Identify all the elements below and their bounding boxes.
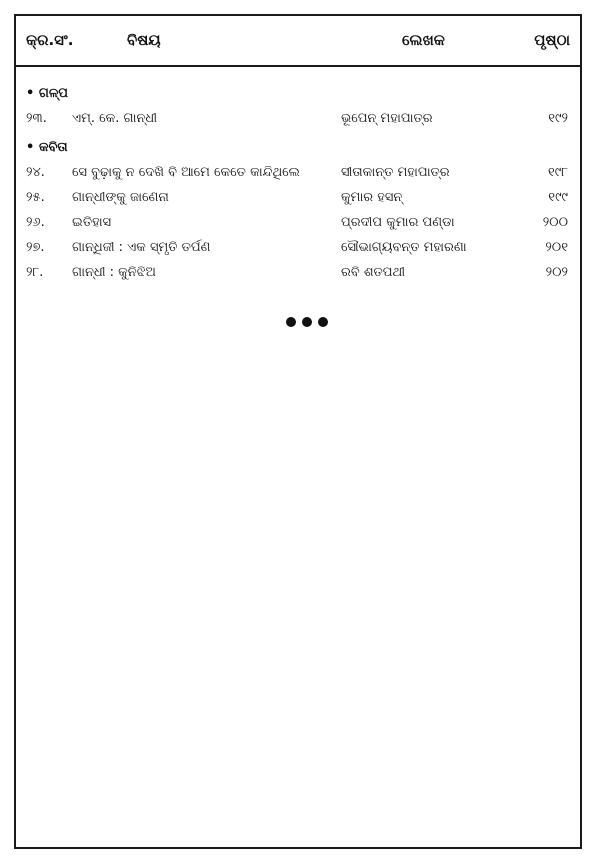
entry-number: ୨୫. bbox=[26, 190, 45, 205]
table-header bbox=[16, 16, 580, 67]
entry-title: ଗାନ୍ଧୀ : କୁନିଝିଅ bbox=[72, 265, 156, 280]
entry-page: ୧୯୨ bbox=[548, 111, 568, 126]
entry-page: ୨୦୦ bbox=[542, 215, 568, 230]
dot-icon bbox=[286, 317, 296, 327]
ellipsis-dots bbox=[286, 317, 328, 327]
entry-author: ସୌଭାଗ୍ୟବନ୍ତ ମହାରଣା bbox=[341, 240, 467, 255]
list-item bbox=[16, 265, 580, 285]
entry-title: ଗାନ୍ଧୀଙ୍କୁ ଜାଣେନା bbox=[72, 190, 169, 205]
entry-title: ଗାନ୍ଧିଜୀ : ଏକ ସ୍ମୃତି ତର୍ପଣ bbox=[72, 240, 211, 255]
entry-title: ଏମ୍. କେ. ଗାନ୍ଧୀ bbox=[72, 111, 158, 126]
entry-author: କୁମାର ହସନ୍ bbox=[341, 190, 403, 205]
serial-number-header: କ୍ର.ସଂ. bbox=[26, 31, 74, 49]
entry-number: ୨୩. bbox=[26, 111, 47, 126]
list-item bbox=[16, 165, 580, 185]
list-item bbox=[16, 190, 580, 210]
entry-page: ୨୦୨ bbox=[545, 265, 568, 280]
list-item bbox=[16, 215, 580, 235]
contents-frame bbox=[14, 14, 582, 849]
entry-number: ୨୪. bbox=[26, 165, 45, 180]
entry-author: ଭୂପେନ୍ ମହାପାତ୍ର bbox=[341, 111, 433, 126]
entry-author: ସୀତାକାନ୍ତ ମହାପାତ୍ର bbox=[341, 165, 450, 180]
section-heading-story: • ଗଳ୍ପ bbox=[26, 86, 68, 101]
dot-icon bbox=[318, 317, 328, 327]
entry-page: ୧୯୯ bbox=[548, 190, 568, 205]
entry-author: ପ୍ରଦୀପ କୁମାର ପଣ୍ଡା bbox=[341, 215, 455, 230]
entry-author: ରବି ଶତପଥୀ bbox=[341, 265, 406, 280]
entry-number: ୨୮. bbox=[26, 265, 44, 280]
entry-number: ୨୭. bbox=[26, 240, 45, 255]
entry-number: ୨୬. bbox=[26, 215, 45, 230]
list-item bbox=[16, 111, 580, 131]
entry-title: ଇତିହାସ bbox=[72, 215, 112, 230]
dot-icon bbox=[302, 317, 312, 327]
author-header: ଲେଖକ bbox=[402, 31, 445, 49]
entry-page: ୧୯୮ bbox=[547, 165, 568, 180]
list-item bbox=[16, 240, 580, 260]
section-heading-poetry: • କବିତା bbox=[26, 140, 68, 155]
entry-title: ସେ ବୁଢ଼ାକୁ ନ ଦେଖି ବି ଆମେ କେତେ କାନ୍ଦିଥିଲେ bbox=[72, 165, 300, 180]
subject-header: ବିଷୟ bbox=[127, 31, 161, 49]
page-header: ପୃଷ୍ଠା bbox=[534, 31, 570, 49]
entry-page: ୨୦୧ bbox=[545, 240, 568, 255]
